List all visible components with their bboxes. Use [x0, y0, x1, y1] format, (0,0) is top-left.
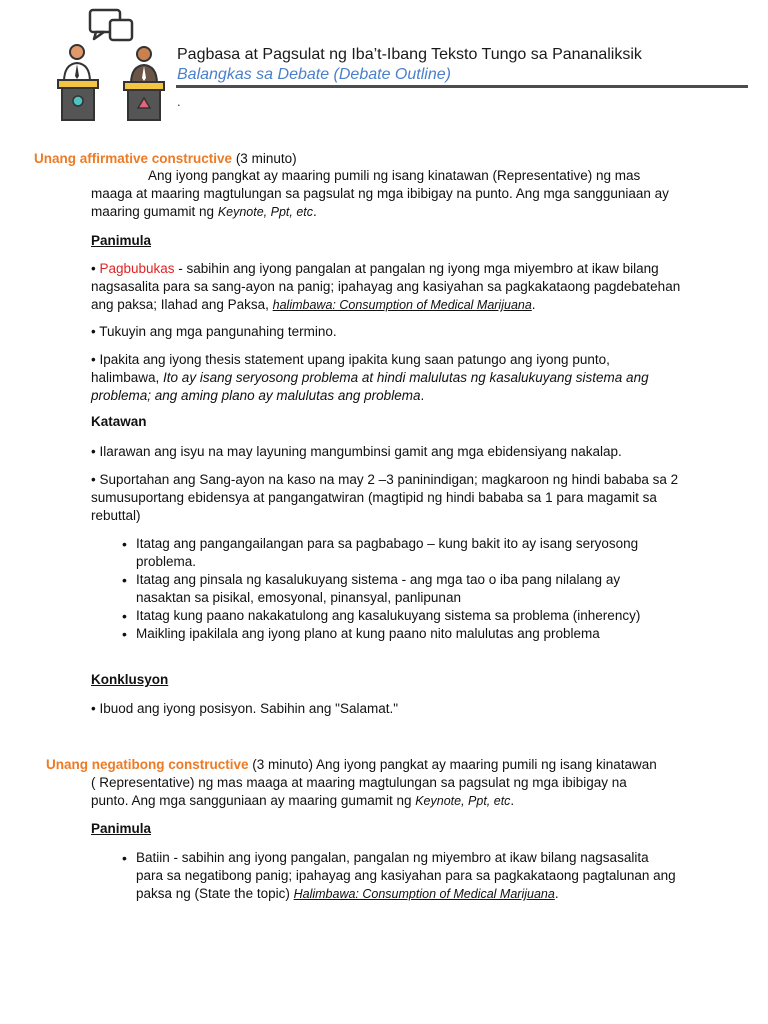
batiin-item: [136, 849, 676, 903]
bullet-marker: •: [91, 472, 100, 487]
pagbubukas-label: Pagbubukas: [99, 261, 175, 276]
batiin-example: Halimbawa: Consumption of Medical Marijuana: [293, 887, 555, 901]
batiin-text: Batiin - sabihin ang iyong pangalan, pangalan ng miyembro at ikaw bilang nagsasalita para sa negatibong panig; ipahayag ang kasiyahan para sa pagkakataong pagtalunan ang paksa ng (State the topic): [136, 850, 676, 901]
negative-duration-line: (3 minuto) Ang iyong pangkat ay maaring pumili ng isang kinatawan: [248, 757, 657, 772]
document-subtitle: Balangkas sa Debate (Debate Outline): [177, 66, 451, 83]
thesis-item: [91, 351, 681, 405]
bullet-marker: •: [91, 701, 100, 716]
katawan-bullet-list: [136, 535, 676, 643]
negative-intro-text: ( Representative) ng mas maaga at maaring magtulungan sa pagsulat ng mga ibibigay na punto. Ang mga sangguniaan ay maaring gumamit ng: [91, 775, 627, 808]
negative-title: Unang negatibong constructive: [46, 757, 249, 772]
batiin-end: .: [554, 886, 559, 901]
list-item: • Maikling ipakilala ang iyong plano at kung paano nito malulutas ang problema: [136, 625, 676, 643]
katawan-item-1: [91, 443, 681, 461]
negative-title-line: [46, 756, 746, 774]
pagbubukas-item: [91, 260, 681, 314]
header-dot: .: [177, 94, 181, 109]
bullet-marker: •: [91, 444, 100, 459]
konklusyon-text: Ibuod ang iyong posisyon. Sabihin ang "Salamat.": [99, 701, 399, 716]
affirmative-intro-text: maaga at maaring magtulungan sa pagsulat ng mga ibibigay na punto. Ang mga sangguniaan ay maaring gumamit ng: [91, 186, 669, 219]
affirmative-title-line: [34, 150, 734, 168]
affirmative-intro-example: Keynote, Ppt, etc: [217, 205, 314, 219]
affirmative-intro-end: .: [313, 204, 317, 219]
affirmative-duration: (3 minuto): [232, 151, 297, 166]
list-item: • Itatag kung paano nakakatulong ang kasalukuyang sistema sa problema (inherency): [136, 607, 676, 625]
pagbubukas-end: .: [531, 297, 536, 312]
bullet-marker: •: [91, 261, 100, 276]
katawan-item-2: [91, 471, 681, 525]
header-divider: [176, 85, 748, 88]
affirmative-intro: [91, 185, 681, 221]
negative-panimula-list: [136, 849, 676, 903]
thesis-end: .: [420, 388, 425, 403]
affirmative-intro-first-line: Ang iyong pangkat ay maaring pumili ng isang kinatawan (Representative) ng mas: [148, 168, 641, 183]
negative-intro: [91, 774, 661, 810]
negative-intro-end: .: [510, 793, 515, 808]
negative-panimula-heading: Panimula: [91, 821, 152, 836]
affirmative-panimula-heading: Panimula: [91, 233, 152, 248]
thesis-example: Ito ay isang seryosong problema at hindi malulutas ng kasalukuyang sistema ang problema; ang aming plano ay malulutas ang problema: [91, 370, 649, 403]
course-title: Pagbasa at Pagsulat ng Iba’t-Ibang Teksto Tungo sa Pananaliksik: [177, 46, 642, 63]
termino-item: [91, 323, 681, 341]
thesis-text: Ipakita ang iyong thesis statement upang ipakita kung saan patungo ang iyong punto, halimbawa,: [91, 352, 610, 385]
bullet-marker: •: [91, 324, 100, 339]
bullet-marker: •: [91, 352, 100, 367]
konklusyon-item: [91, 700, 681, 718]
pagbubukas-example: halimbawa: Consumption of Medical Marijuana: [272, 298, 532, 312]
negative-intro-example: Keynote, Ppt, etc: [415, 794, 511, 808]
katawan-item-2-text: Suportahan ang Sang-ayon na kaso na may 2 –3 paninindigan; magkaroon ng hindi bababa sa 2 sumusuportang ebidensya at pangangatwiran (magtipid ng hindi bababa sa 1 para magamit sa rebuttal): [91, 472, 679, 523]
affirmative-title: Unang affirmative constructive: [34, 151, 233, 166]
debate-podium-icon: [52, 6, 172, 126]
list-item: • Itatag ang pangangailangan para sa pagbabago – kung bakit ito ay isang seryosong problema.: [136, 535, 676, 571]
list-item: • Itatag ang pinsala ng kasalukuyang sistema - ang mga tao o iba pang nilalang ay nasaktan sa pisikal, emosyonal, pinansyal, panlipunan: [136, 571, 676, 607]
pagbubukas-text: - sabihin ang iyong pangalan at pangalan ng iyong mga miyembro at ikaw bilang nagsasalita para sa sang-ayon na panig; ipahayag ang kasiyahan sa pagkakataong pagdebatehan ang paksa; Ilahad ang Paksa,: [91, 261, 681, 312]
katawan-heading: Katawan: [91, 414, 147, 429]
katawan-item-1-text: Ilarawan ang isyu na may layuning mangumbinsi gamit ang mga ebidensiyang nakalap.: [99, 444, 622, 459]
termino-text: Tukuyin ang mga pangunahing termino.: [99, 324, 337, 339]
konklusyon-heading: Konklusyon: [91, 672, 169, 687]
